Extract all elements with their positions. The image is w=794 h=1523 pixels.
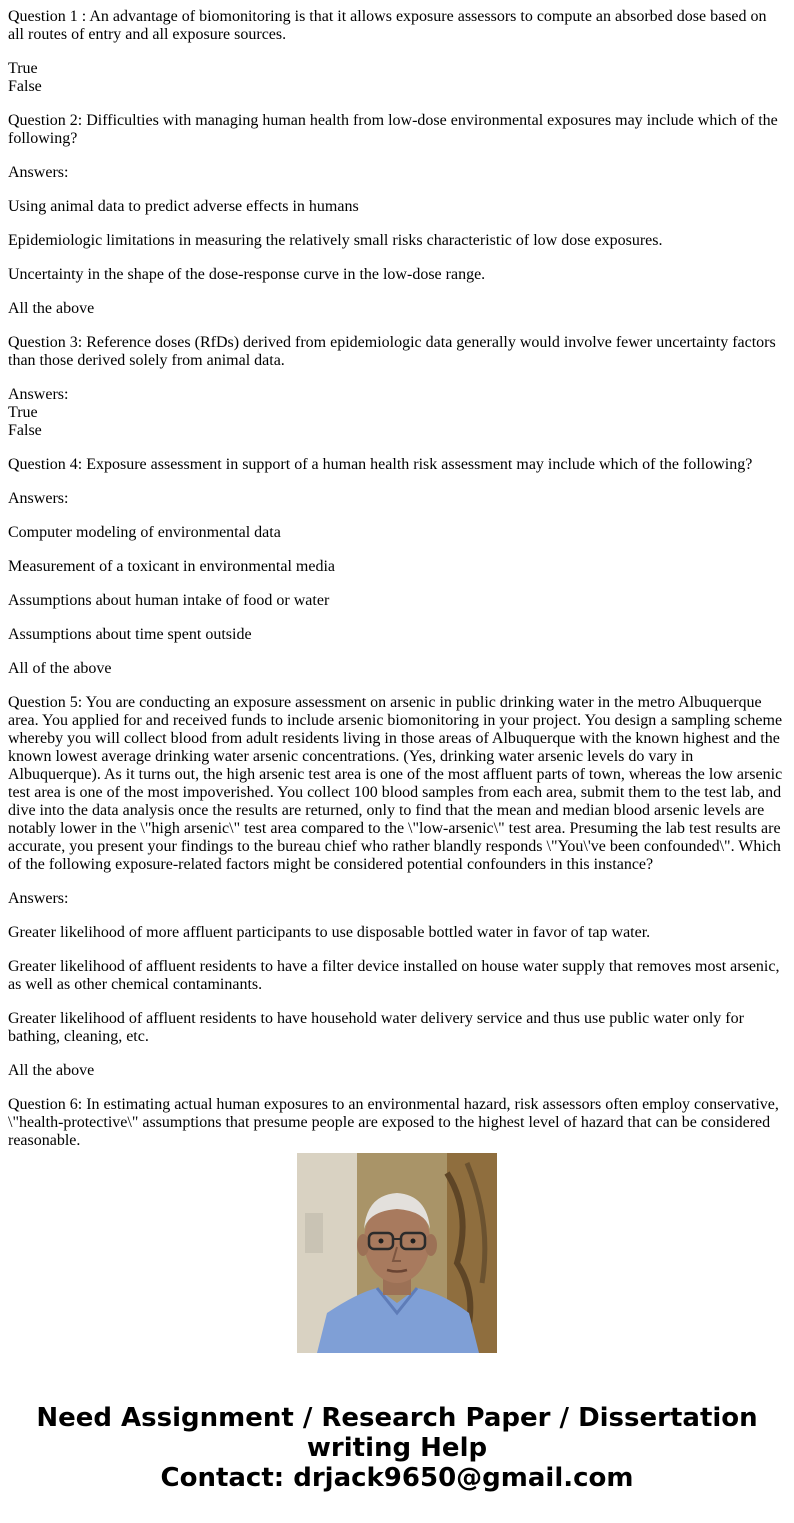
- promo-line-2: writing Help: [306, 1433, 488, 1463]
- question-6-text: Question 6: In estimating actual human exposures to an environmental hazard, risk assessors often employ conservative, \"health-protective\" assumptions that presume people are exposed to the highest level of hazard that can be considered reasonable.: [8, 1096, 779, 1149]
- question-3-text: Question 3: Reference doses (RfDs) derived from epidemiologic data generally would involve fewer uncertainty factors than those derived solely from animal data.: [8, 334, 776, 369]
- question-2-option: All the above: [8, 300, 95, 317]
- question-1-option-true: True: [8, 60, 38, 77]
- question-1-option-false: False: [8, 78, 42, 95]
- question-3-option-true: True: [8, 404, 38, 421]
- question-5-text: Question 5: You are conducting an exposure assessment on arsenic in public drinking water in the metro Albuquerque area. You applied for and received funds to include arsenic biomonitoring in your project. You design a sampling scheme whereby you will collect blood from adult residents living in those areas of Albuquerque with the known highest and the known lowest average drinking water arsenic concentrations. (Yes, drinking water arsenic levels do vary in Albuquerque). As it turns out, the high arsenic test area is one of the most affluent parts of town, whereas the low arsenic test area is one of the most impoverished. You collect 100 blood samples from each area, submit them to the test lab, and dive into the data analysis once the results are returned, only to find that the mean and median blood arsenic levels are notably lower in the \"high arsenic\" test area compared to the \"low-arsenic\" test area. Presuming the lab test results are accurate, you present your findings to the bureau chief who rather blandly responds \"You\'ve been confounded\". Which of the following exposure-related factors might be considered potential confounders in this instance?: [8, 694, 783, 873]
- question-4-option: Assumptions about human intake of food or water: [8, 592, 330, 609]
- question-1-options: [8, 60, 786, 96]
- question-4-option: Measurement of a toxicant in environmental media: [8, 558, 335, 575]
- question-4-option: Computer modeling of environmental data: [8, 524, 281, 541]
- question-1-text: Question 1 : An advantage of biomonitoring is that it allows exposure assessors to compute an absorbed dose based on all routes of entry and all exposure sources.: [8, 8, 767, 43]
- question-3-option-false: False: [8, 422, 42, 439]
- question-2-option: Using animal data to predict adverse effects in humans: [8, 198, 359, 215]
- promo-line-1: Need Assignment / Research Paper / Dissertation: [36, 1403, 758, 1433]
- question-3-options: [8, 386, 786, 440]
- question-4-text: Question 4: Exposure assessment in support of a human health risk assessment may include which of the following?: [8, 456, 753, 473]
- question-2-option: Uncertainty in the shape of the dose-response curve in the low-dose range.: [8, 266, 486, 283]
- question-4-answers-label: Answers:: [8, 490, 69, 507]
- question-5-option: All the above: [8, 1062, 95, 1079]
- question-4-option: All of the above: [8, 660, 112, 677]
- question-2-answers-label: Answers:: [8, 164, 69, 181]
- question-5-option: Greater likelihood of more affluent participants to use disposable bottled water in favor of tap water.: [8, 924, 651, 941]
- author-avatar: [297, 1153, 497, 1353]
- promo-contact-line: Contact: drjack9650@gmail.com: [160, 1463, 634, 1493]
- question-4-option: Assumptions about time spent outside: [8, 626, 252, 643]
- question-5-option: Greater likelihood of affluent residents to have household water delivery service and thus use public water only for bathing, cleaning, etc.: [8, 1010, 744, 1045]
- avatar-portrait-icon: [297, 1153, 497, 1353]
- question-3-answers-label: Answers:: [8, 386, 69, 403]
- promo-banner: [0, 1403, 794, 1493]
- question-2-text: Question 2: Difficulties with managing human health from low-dose environmental exposures may include which of the following?: [8, 112, 778, 147]
- question-document: [8, 8, 786, 1149]
- question-5-option: Greater likelihood of affluent residents to have a filter device installed on house water supply that removes most arsenic, as well as other chemical contaminants.: [8, 958, 780, 993]
- question-5-answers-label: Answers:: [8, 890, 69, 907]
- question-2-option: Epidemiologic limitations in measuring the relatively small risks characteristic of low dose exposures.: [8, 232, 663, 249]
